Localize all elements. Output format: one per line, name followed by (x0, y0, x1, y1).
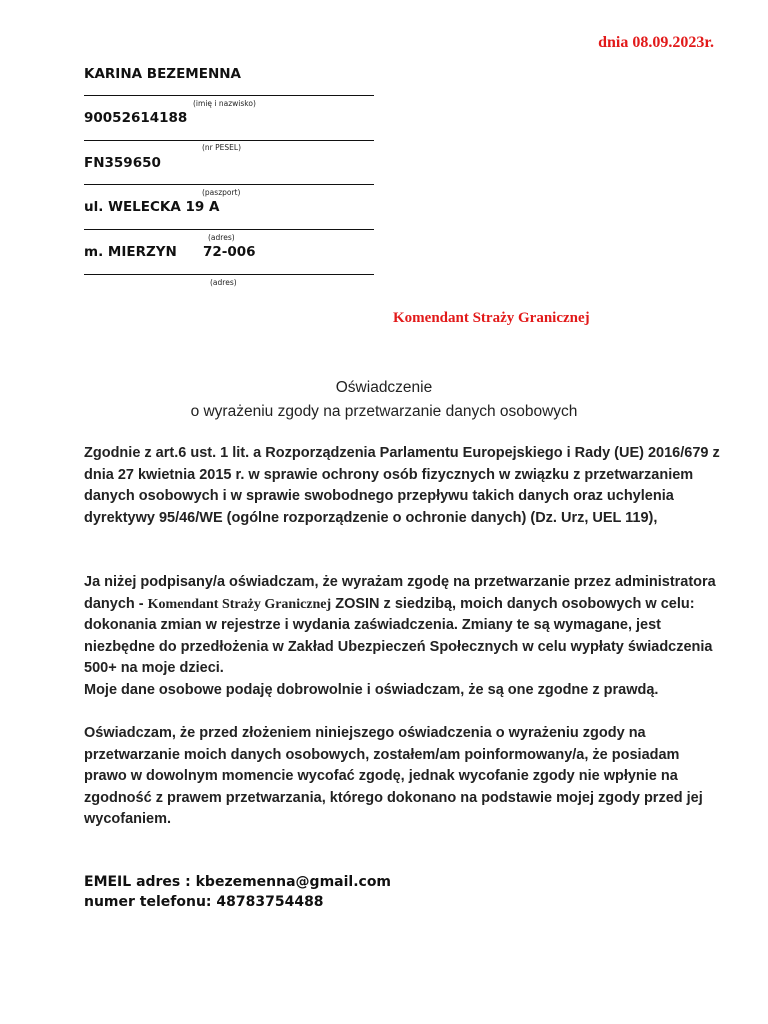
phone-line: numer telefonu: 48783754488 (84, 894, 324, 910)
passport-caption: (paszport) (202, 188, 241, 197)
consent-text-start: Ja niżej podpisany/a oświadczam, że wyrażam zgodę na przetwarzanie przez administratora danych - (84, 574, 716, 612)
document-title: Oświadczenie (335, 379, 433, 396)
name-caption: (imię i nazwisko) (193, 99, 256, 108)
legal-basis-paragraph: Zgodnie z art.6 ust. 1 lit. a Rozporządzenia Parlamentu Europejskiego i Rady (UE) 2016/679 z dnia 27 kwietnia 2015 r. w sprawie ochrony osób fizycznych w związku z przetwarzaniem danych osobowych i w sprawie swobodnego przepływu takich danych oraz uchylenia dyrektywy 95/46/WE (ogólne rozporządzenie o ochronie danych) (Dz. Urz, UEL 119), (84, 445, 720, 526)
email-line: EMEIL adres : kbezemenna@gmail.com (84, 874, 392, 890)
pesel-caption: (nr PESEL) (202, 143, 242, 152)
city-caption: (adres) (210, 278, 237, 287)
full-name: KARINA BEZEMENNA (84, 66, 241, 82)
administrator-name: Komendant Straży Granicznej (147, 596, 332, 612)
consent-text-end: ZOSIN z siedzibą, moich danych osobowych w celu: dokonania zmian w rejestrze i wydania zaświadczenia. Zmiany te są wymagane, jest niezbędne do przedłożenia w Zakład Ubezpieczeń Społecznych w celu wypłaty świadczenia 500+ na moje dzieci. (84, 595, 713, 677)
document-subtitle: o wyrażeniu zgody na przetwarzanie danych osobowych (190, 403, 578, 420)
passport-number: FN359650 (84, 155, 161, 171)
withdrawal-paragraph: Oświadczam, że przed złożeniem niniejszego oświadczenia o wyrażeniu zgody na przetwarzanie moich danych osobowych, zostałem/am poinformowany/a, że posiadam prawo w dowolnym momencie wycofać zgodę, jednak wycofanie zgody nie wpłynie na zgodność z prawem przetwarzania, którego dokonano na podstawie mojej zgody przed jej wycofaniem. (84, 725, 703, 828)
pesel-underline (84, 140, 374, 141)
street-underline (84, 229, 374, 230)
passport-underline (84, 184, 374, 185)
city: m. MIERZYN (84, 244, 177, 260)
street-caption: (adres) (208, 233, 235, 242)
postal-code: 72-006 (203, 244, 256, 260)
document-date: dnia 08.09.2023r. (598, 34, 714, 51)
city-underline (84, 274, 374, 275)
pesel-number: 90052614188 (84, 110, 188, 126)
recipient: Komendant Straży Granicznej (393, 310, 590, 326)
consent-paragraph (84, 572, 724, 702)
street-address: ul. WELECKA 19 A (84, 199, 220, 215)
voluntary-statement: Moje dane osobowe podaję dobrowolnie i oświadczam, że są one zgodne z prawdą. (84, 681, 659, 698)
name-underline (84, 95, 374, 96)
